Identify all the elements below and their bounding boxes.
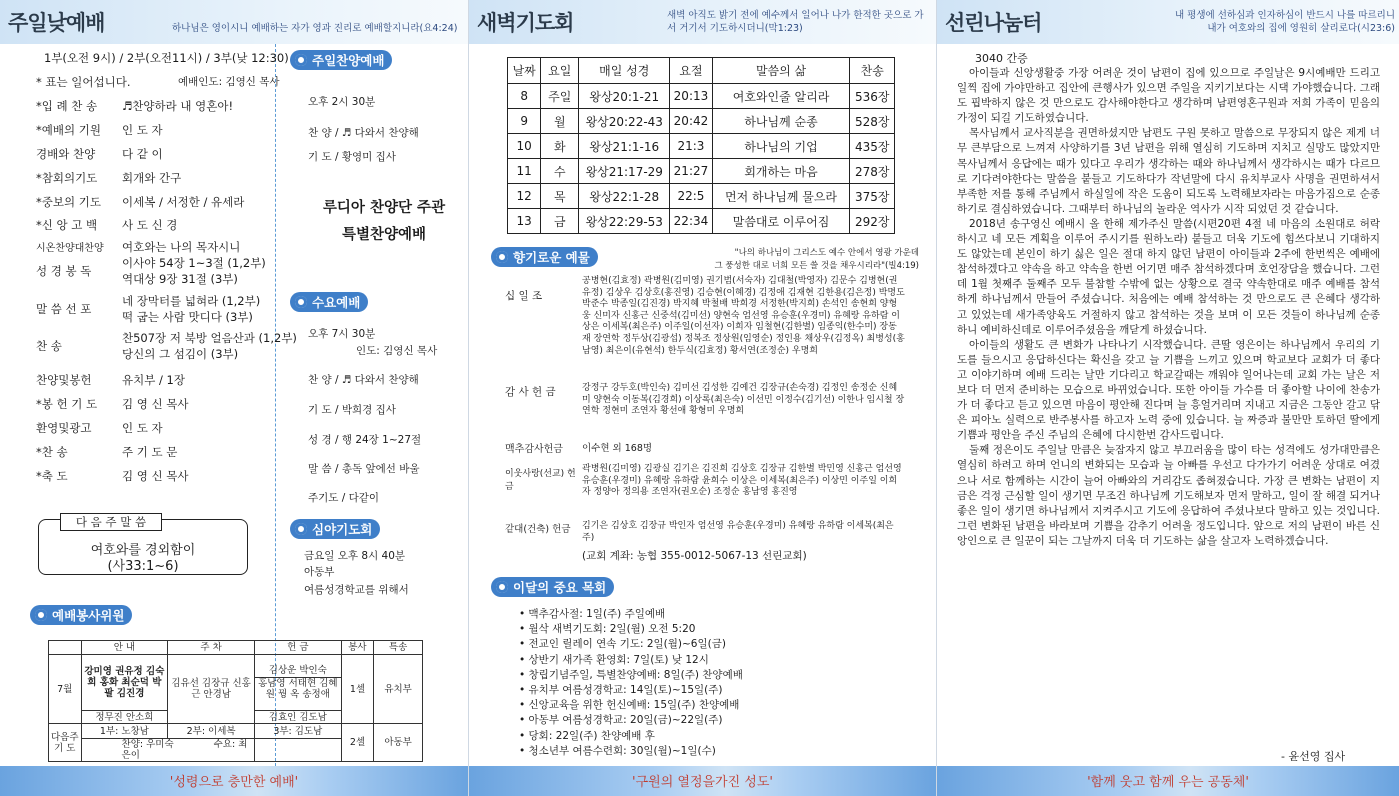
sunday-title: 주일낮예배: [8, 11, 105, 35]
order-value: 여호와는 나의 목자시니: [122, 240, 241, 254]
event-text: 신앙교육을 위한 헌신예배: 15일(주) 찬양예배: [528, 699, 740, 712]
thanks-names: 강정구 강두호(박인숙) 김미선 김성한 김예건 김장규(손숙경) 김정인 송정순 신혜미 양현숙 이동복(김경희) 이상록(최은숙) 이선민 이정수(김기선) 이한나 임시철 장연학 정현미 조연자 황선애 황형미 우명희: [582, 383, 905, 417]
column-header: 날짜: [508, 58, 541, 84]
list-item: [519, 667, 743, 682]
paragraph: 목사님께서 교사직분을 권면하셨지만 남편도 구원 못하고 말씀으로 무장되지 않은 제게 너무 큰부담으로 느껴져 사양하기를 3년 남편을 위해 열심히 기도하며 지치고 실망도 많았지만 목사님께서 응답에는 때가 있다고 우리가 생각하는 때와 하나님께서 생각하시는 때가 다르므로 기다려야한다는 말씀을 붙들고 기도하다가 작년말에 다시 유치부교사 사명을 권면하셔서 부족한 저를 통해 주님께서 하실일에 작은 도움이 되도록 노력해보자라는 마음가짐으로 순종하기로 결심하였습니다. 그때부터 하나님의 놀라운 역사가 시작 되었던 것 같습니다.: [957, 127, 1380, 215]
event-text: 월삭 새벽기도회: 2일(월) 오전 5:20: [528, 623, 696, 636]
offering-quote1: "나의 하나님이 그리스도 예수 안에서 영광 가운데: [734, 248, 919, 258]
order-label: 성 경 봉 독: [36, 264, 92, 278]
order-label: 환영및광고: [36, 421, 92, 435]
table-cell: 8: [508, 84, 541, 109]
order-label: *봉 헌 기 도: [36, 397, 98, 411]
night-line2: 아동부: [304, 566, 335, 578]
offer-cell: 김상운 박인숙: [255, 665, 341, 678]
wed-time: 오후 7시 30분: [308, 328, 376, 340]
table-cell: 왕상22:29-53: [579, 209, 670, 234]
order-label: 경배와 찬양: [36, 147, 96, 161]
building-label: 같대(건축) 헌금: [505, 524, 571, 535]
order-value: 이사야 54장 1~3절 (1,2부): [122, 256, 266, 270]
serve-cell: 1셀: [341, 655, 374, 724]
list-item: [519, 728, 655, 743]
next-cell: 수요: 최은이: [121, 739, 248, 761]
service-pill: 예배봉사위원: [30, 605, 132, 625]
order-label: 찬 송: [36, 339, 62, 353]
bullet-icon: •: [519, 653, 529, 666]
paragraph: 아이들과 신앙생활중 가장 어려운 것이 남편이 집에 있으므로 주일날은 9시예배만 드리고 일찍 집에 가야만하고 집안에 큰행사가 있으면 주일을 지키기보다는 시댁 가야했습니다. 그래도 핍박하지 않은 것 만으로도 감사해야한다고 생각하며 남편영혼구원과 저희 가족이 믿음의 가정이 되길 기도하였습니다.: [957, 67, 1380, 125]
table-cell: 월: [541, 109, 579, 134]
paragraph: 아이들의 생활도 큰 변화가 나타나기 시작했습니다. 큰딸 영은이는 하나님께서 우리의 기도를 들으시고 응답하신다는 확신을 갖고 늘 기쁨을 느끼고 있으며 학교보다 교회가 더 좋다고 이야기하며 예배 드리는 날만 기다리고 학교갈때는 깨워야 일어나는데 교회 가는 날은 저보다 더 먼저 준비하는 모습으로 바뀌었습니다. 또한 아이들 가수를 더 좋아할 나이에 찬송가가 더 좋다고 듣고 있으면 마음이 평안해 진다며 늘 흥얼거리며 지내고 지금은 그동안 갈고 닦은 피아노 실력으로 반주봉사를 하고자 노력 중에 있습니다. 늘 짜증과 불만만 토하던 딸에게 기쁨과 평안을 주신 주님의 은혜에 다시한번 감사드립니다.: [957, 338, 1380, 442]
table-cell: 375장: [850, 184, 895, 209]
table-cell: 22:5: [670, 184, 712, 209]
footer-slogan: '함께 웃고 함께 우는 공동체': [1087, 775, 1249, 790]
event-text: 당회: 22일(주) 찬양예배 후: [528, 729, 655, 742]
list-item: [519, 652, 709, 667]
table-row: [508, 109, 895, 134]
bullet-icon: •: [519, 699, 529, 712]
table-cell: 278장: [850, 159, 895, 184]
next-week-cell: 다음주 기 도: [49, 724, 82, 762]
building-names: 김기은 김상호 김장규 박인자 엄선영 유승훈(우경미) 유혜랑 유하람 이세복(최은주): [582, 521, 894, 543]
bullet-icon: •: [519, 608, 529, 620]
dawn-header: [469, 0, 936, 44]
next-sermon-title: 여호와를 경외함이: [90, 543, 196, 558]
sunlin-panel: [936, 0, 1399, 796]
table-cell: 12: [508, 184, 541, 209]
order-value: 회개와 간구: [122, 171, 182, 185]
offering-quote2: 그 풍성한 대로 너희 모든 쓸 것을 채우시리라"(빌4:19): [714, 261, 919, 271]
testimony-heading: 3040 간증: [975, 52, 1028, 65]
next-sermon-label: 다 음 주 말 씀: [60, 513, 162, 531]
event-text: 전교인 릴레이 연속 기도: 2일(월)~6일(금): [528, 638, 726, 651]
table-cell: 21:3: [670, 134, 712, 159]
guide-cell: 정무진 안소희: [81, 711, 168, 724]
order-value: 당신의 그 섬김이 (3부): [122, 347, 239, 361]
praise-special2: 특별찬양예배: [341, 227, 427, 243]
sunday-header: [0, 0, 468, 44]
event-text: 유치부 여름성경학교: 14일(토)~15일(주): [528, 684, 723, 696]
event-text: 창립기념주일, 특별찬양예배: 8일(주) 찬양예배: [528, 668, 743, 681]
offer-cell: 김효인 김도남: [254, 711, 341, 724]
wed-pill: 수요예배: [290, 292, 368, 312]
bullet-icon: •: [519, 638, 529, 651]
sunday-verse: 하나님은 영이시니 예배하는 자가 영과 진리로 예배할지니라(요4:24): [172, 23, 458, 34]
order-value: 떡 굽는 사람 맛디다 (3부): [122, 310, 253, 324]
order-value: 김 영 신 목사: [122, 397, 189, 411]
bullet-icon: •: [519, 714, 529, 727]
testimony-body: [957, 66, 1380, 549]
harvest-label: 맥추감사헌금: [505, 444, 563, 455]
offer-cell: 홍남영 서태현 김혜원 꿩 옥 송정애: [258, 678, 338, 700]
order-value: 주 기 도 문: [122, 445, 178, 459]
table-cell: 21:27: [670, 159, 712, 184]
column-header: 말씀의 삶: [712, 58, 850, 84]
praise-pill: 주일찬양예배: [290, 50, 392, 70]
tithe-label: 십 일 조: [505, 290, 543, 302]
night-pill: 심야기도회: [290, 519, 380, 539]
table-cell: 목: [541, 184, 579, 209]
table-cell: 왕상20:1-21: [579, 84, 670, 109]
wed-line2: 기 도 / 박희경 집사: [308, 404, 396, 416]
wed-line1: 찬 양 / ♬ 다와서 찬양해: [308, 374, 419, 386]
table-cell: 왕상21:17-29: [579, 159, 670, 184]
column-header: 요절: [670, 58, 712, 84]
table-row: [508, 209, 895, 234]
table-cell: 주일: [541, 84, 579, 109]
table-cell: 왕상21:1-16: [579, 134, 670, 159]
bullet-icon: •: [519, 623, 529, 636]
table-cell: 435장: [850, 134, 895, 159]
list-item: [519, 621, 695, 636]
table-cell: 왕상20:22-43: [579, 109, 670, 134]
next-song-cell: 아동부: [374, 724, 423, 762]
event-text: 맥추감사절: 1일(주) 주일예배: [528, 608, 666, 620]
table-cell: 292장: [850, 209, 895, 234]
order-label: 시온찬양대찬양: [36, 243, 104, 254]
order-label: *축 도: [36, 469, 68, 483]
table-cell: 하나님의 기업: [712, 134, 850, 159]
column-header: 요일: [541, 58, 579, 84]
sunlin-verse: 내 평생에 선하심과 인자하심이 반드시 나를 따르리니 내가 여호와의 집에 영원히 살리로다(시23:6): [1174, 10, 1395, 34]
paragraph: 2018년 송구영신 예배시 올 한해 제가주신 말씀(시편20편 4절 네 마음의 소원대로 허락하시고 네 모든 계획을 이루어 주시기를 원하노라) 붙들고 더욱 기도에 힘쓰다보니 기대하지도 않았는데 본인이 하기 싫은 일은 절대 하지 않던 남편이 아이들과 2주에 한번씩은 예배에 참석하겠다고 약속을 하고 약속을 한번 어기면 매주 참석하겠다며 호언장담을 했습니다. 그런데 1월 첫째주 둘째주 모두 불참할 수밖에 없는 상황으로 결국 약속한대로 매주 예배를 참석 하게 하나님께서 만들어 주셨습니다. 처음에는 예배 참석하는 것 만으로도 큰 은혜다 생각하고 있었는데 새가족양육도 거절하지 않고 참석하는 것을 보며 이 모든 것들이 하나님께 순종하니 예비하신데로 이루어주셨음을 깨닫게 하셨습니다.: [957, 217, 1380, 336]
table-cell: 20:42: [670, 109, 712, 134]
thanks-label: 감 사 헌 금: [505, 386, 556, 398]
footer-slogan: '성령으로 충만한 예배': [169, 775, 299, 790]
col-header: 헌 금: [254, 641, 341, 655]
col-header: 안 내: [81, 641, 168, 655]
column-header: 찬송: [850, 58, 895, 84]
sunday-panel: [0, 0, 468, 796]
dawn-panel: [468, 0, 936, 796]
dawn-verse: 새벽 아직도 밝기 전에 예수께서 일어나 나가 한적한 곳으로 가서 거기서 기도하시더니(막1:23): [667, 10, 924, 34]
footer: [469, 766, 936, 796]
order-label: 찬양및봉헌: [36, 373, 92, 387]
next-sermon-ref: (사33:1~6): [107, 559, 179, 574]
praise-line2: 기 도 / 황영미 집사: [308, 151, 396, 163]
bullet-icon: •: [519, 684, 529, 696]
col-header: 주 차: [168, 641, 255, 655]
table-cell: 수: [541, 159, 579, 184]
list-item: [519, 606, 665, 621]
dawn-title: 새벽기도회: [477, 11, 574, 35]
next-serve-cell: 2셀: [341, 724, 374, 762]
column-header: 매일 성경: [579, 58, 670, 84]
order-value: 사 도 신 경: [122, 218, 178, 232]
table-row: [508, 159, 895, 184]
table-cell: 하나님께 순종: [712, 109, 850, 134]
order-label: *신 앙 고 백: [36, 218, 98, 232]
order-value: 역대상 9장 31절 (3부): [122, 272, 238, 286]
list-item: [519, 636, 726, 651]
offering-pill: 향기로운 예물: [491, 247, 598, 267]
order-value: 다 같 이: [122, 147, 163, 161]
order-label: *중보의 기도: [36, 195, 101, 209]
table-cell: 528장: [850, 109, 895, 134]
praise-time: 오후 2시 30분: [308, 96, 376, 108]
table-row: [508, 84, 895, 109]
table-cell: 왕상22:1-28: [579, 184, 670, 209]
event-text: 상반기 새가족 환영회: 7일(토) 낮 12시: [528, 653, 709, 666]
event-text: 아동부 여름성경학교: 20일(금)~22일(주): [528, 714, 723, 727]
parking-cell: 김유선 김장규 신홍근 안경남: [168, 655, 255, 724]
order-label: *참회의기도: [36, 171, 98, 185]
next-cell: 3부: 김도남: [254, 724, 341, 739]
table-cell: 회개하는 마음: [712, 159, 850, 184]
table-cell: 536장: [850, 84, 895, 109]
night-line3: 여름성경학교를 위해서: [304, 584, 409, 596]
song-cell: 유치부: [374, 655, 423, 724]
table-cell: 여호와인줄 알리라: [712, 84, 850, 109]
event-text: 청소년부 여름수련회: 30일(월)~1일(수): [528, 744, 716, 757]
footer-slogan: '구원의 열정을가진 성도': [632, 775, 773, 790]
dawn-table: [507, 57, 895, 234]
list-item: [519, 682, 723, 697]
tithe-names: 공병현(김효정) 곽병원(김미영) 권기범(서숙자) 김대철(박영자) 김문수 김병현(권유정) 김상우 김상호(홍진영) 김승현(이혜경) 김정애 김재현 김한용(김은정) 박명도 박준수 박종일(김진경) 박지혜 박철배 박희경 서정한(박지희) 손석인 송현희 양형웅 신미자 신홍근 신중석(김미선) 양현숙 엄선영 유승훈(우경미) 유혜랑 유하람 이상은 이세복(최은주) 이주일(이선자) 이희자 임철현(김한별) 임종익(한수미) 장동재 장연학 정두상(김광섭) 정복조 정상원(임영순) 정인용 채상우(김정옥) 최병성(홍남영) 최은이(유현석) 한두식(김효정) 황서연(조정순) 우명희: [582, 276, 905, 356]
order-value: 유치부 / 1장: [122, 373, 185, 387]
guide-cell: 강미영 권유정 김숙희 홍화 최순덕 박 팔 김진경: [81, 655, 168, 711]
service-table: [48, 640, 423, 762]
harvest-names: 이수현 외 168명: [582, 443, 653, 454]
table-cell: 22:34: [670, 209, 712, 234]
month-pill: 이달의 중요 목회: [491, 577, 614, 597]
service-times: 1부(오전 9시) / 2부(오전11시) / 3부(낮 12:30): [44, 51, 289, 65]
list-item: [519, 743, 716, 758]
order-label: * 표는 일어섭니다.: [36, 75, 131, 89]
bank-account: (교회 계좌: 농협 355-0012-5067-13 선린교회): [582, 550, 807, 562]
table-cell: 13: [508, 209, 541, 234]
order-label: *입 례 찬 송: [36, 99, 98, 113]
table-cell: 말씀대로 이루어짐: [712, 209, 850, 234]
wed-line4: 말 씀 / 총독 앞에선 바울: [308, 463, 420, 475]
table-cell: 화: [541, 134, 579, 159]
order-value: 인 도 자: [122, 421, 163, 435]
table-cell: 9: [508, 109, 541, 134]
bullet-icon: •: [519, 744, 529, 757]
table-row: [508, 134, 895, 159]
footer: [0, 766, 468, 796]
order-value: 김 영 신 목사: [122, 469, 189, 483]
sunlin-header: [937, 0, 1399, 44]
footer: [937, 766, 1399, 796]
table-cell: 먼저 하나님께 물으라: [712, 184, 850, 209]
list-item: [519, 697, 739, 712]
col-header: 봉사: [341, 641, 374, 655]
wed-lead: 인도: 김영신 목사: [356, 345, 438, 357]
order-label: 말 씀 선 포: [36, 302, 92, 316]
sunlin-title: 선린나눔터: [945, 11, 1042, 35]
praise-line1: 찬 양 / ♬ 다와서 찬양해: [308, 127, 419, 139]
order-value: 인 도 자: [122, 123, 163, 137]
month-cell: 7월: [49, 655, 82, 724]
list-item: [519, 712, 723, 727]
order-value: 이세복 / 서정한 / 유세라: [122, 195, 245, 209]
order-value: ♬찬양하라 내 영혼아!: [122, 99, 234, 113]
bullet-icon: •: [519, 668, 529, 681]
wed-line5: 주기도 / 다같이: [308, 492, 380, 504]
next-cell: 1부: 노창남: [81, 724, 168, 739]
wed-line3: 성 경 / 행 24장 1~27절: [308, 434, 422, 446]
order-value: 네 장막터를 넓혀라 (1,2부): [122, 294, 261, 308]
next-cell: 찬양: 우미숙: [121, 739, 174, 750]
order-label: *찬 송: [36, 445, 68, 459]
night-line1: 금요일 오후 8시 40분: [304, 550, 406, 562]
table-row: [508, 184, 895, 209]
paragraph: 둘째 정은이도 주일날 만큼은 늦잠자지 않고 부끄러움을 많이 타는 성격에도 성가대만큼은 열심히 하려고 하며 언니의 변화되는 모습과 늘 아빠를 우선고 다가가기 어려운 상대로 여겼으나 서로 함께하는 시간이 늘어 아빠와의 거리감도 좁혀졌습니다. 가장 큰 변화는 남편이 지금은 걱정 근심할 일이 생기면 무조건 하나님께 기도해보자 먼저 말하고, 일이 잘 해결 되거나 좋은 일이 생기면 하나님께서 지켜주시고 기도에 응답하여 주셨나보다 말하고 있는 것입니다. 그런 변화된 남편을 바라보며 기쁨을 감추기 어려울 정도입니다. 앞으로 저의 남편이 바른 신앙인으로 큰 일꾼이 되는 그날까지 더욱 더 기도하는 삶을 살고자 노력하겠습니다.: [957, 444, 1380, 547]
table-cell: 10: [508, 134, 541, 159]
table-cell: 20:13: [670, 84, 712, 109]
order-value: 찬507장 저 북방 얼음산과 (1,2부): [122, 331, 297, 345]
table-cell: 금: [541, 209, 579, 234]
mission-label: 이웃사랑(선교) 헌금: [505, 469, 576, 492]
next-cell: 2부: 이세복: [168, 724, 255, 739]
order-label: *예배의 기원: [36, 123, 101, 137]
order-value: 예배인도: 김영신 목사: [178, 76, 280, 88]
bullet-icon: •: [519, 729, 529, 742]
praise-special1: 루디아 찬양단 주관: [322, 200, 446, 216]
mission-names: 곽병원(김미영) 김광실 김기은 김진희 김상호 김장규 김한별 박민영 신홍근 엄선영 유승훈(우경미) 유혜랑 유하람 윤희수 이상은 이세복(최은주) 이상민 이주일 이희자 정양아 정의용 조연자(권오순) 조정순 홍남영 홍진영: [582, 464, 902, 498]
table-cell: 11: [508, 159, 541, 184]
testimony-sign: - 윤선영 집사: [1281, 750, 1346, 763]
col-header: 특송: [374, 641, 423, 655]
